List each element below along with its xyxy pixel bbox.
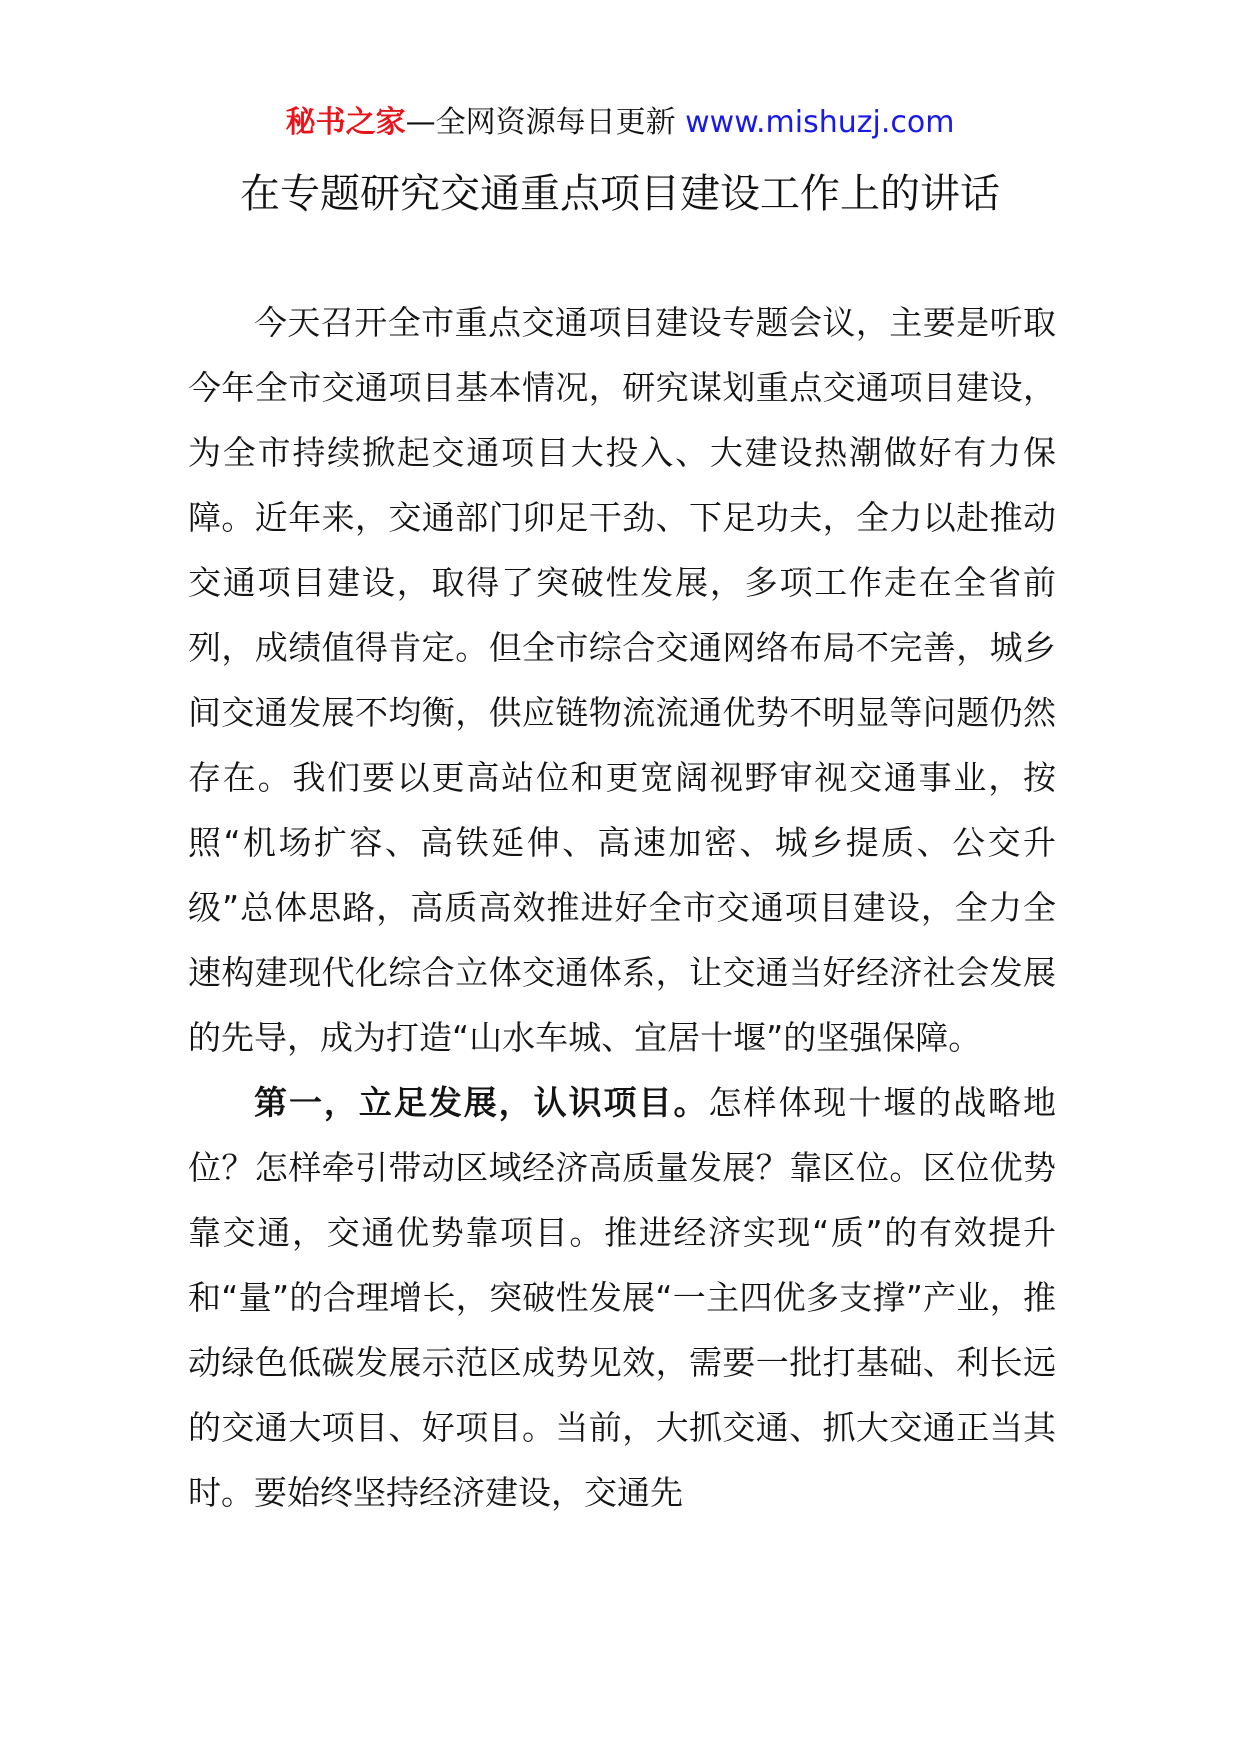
paragraph-intro: 今天召开全市重点交通项目建设专题会议，主要是听取今年全市交通项目基本情况，研究谋划重点交通项目建设，为全市持续掀起交通项目大投入、大建设热潮做好有力保障。近年来，交通部门卯足干劲、下足功夫，全力以赴推动交通项目建设，取得了突破性发展，多项工作走在全省前列，成绩值得肯定。但全市综合交通网络布局不完善，城乡间交通发展不均衡，供应链物流流通优势不明显等问题仍然存在。我们要以更高站位和更宽阔视野审视交通事业，按照“机场扩容、高铁延伸、高速加密、城乡提质、公交升级”总体思路，高质高效推进好全市交通项目建设，全力全速构建现代化综合立体交通体系，让交通当好经济社会发展的先导，成为打造“山水车城、宜居十堰”的坚强保障。: [188, 303, 1056, 1057]
header-tagline: —全网资源每日更新: [405, 105, 676, 140]
paragraph-section-one: [188, 1070, 1056, 1525]
brand-name: 秘书之家: [285, 105, 406, 140]
site-url-link[interactable]: www.mishuzj.com: [685, 105, 955, 140]
document-body: [188, 290, 1056, 1525]
document-title: 在专题研究交通重点项目建设工作上的讲话: [240, 171, 1000, 217]
site-header: [0, 103, 1240, 143]
section-one-text: 怎样体现十堰的战略地位？怎样牵引带动区域经济高质量发展？靠区位。区位优势靠交通，交通优势靠项目。推进经济实现“质”的有效提升和“量”的合理增长，突破性发展“一主四优多支撑”产业，推动绿色低碳发展示范区成势见效，需要一批打基础、利长远的交通大项目、好项目。当前，大抓交通、抓大交通正当其时。要始终坚持经济建设，交通先: [188, 1083, 1057, 1512]
section-one-heading: 第一，立足发展，认识项目。: [254, 1083, 709, 1122]
